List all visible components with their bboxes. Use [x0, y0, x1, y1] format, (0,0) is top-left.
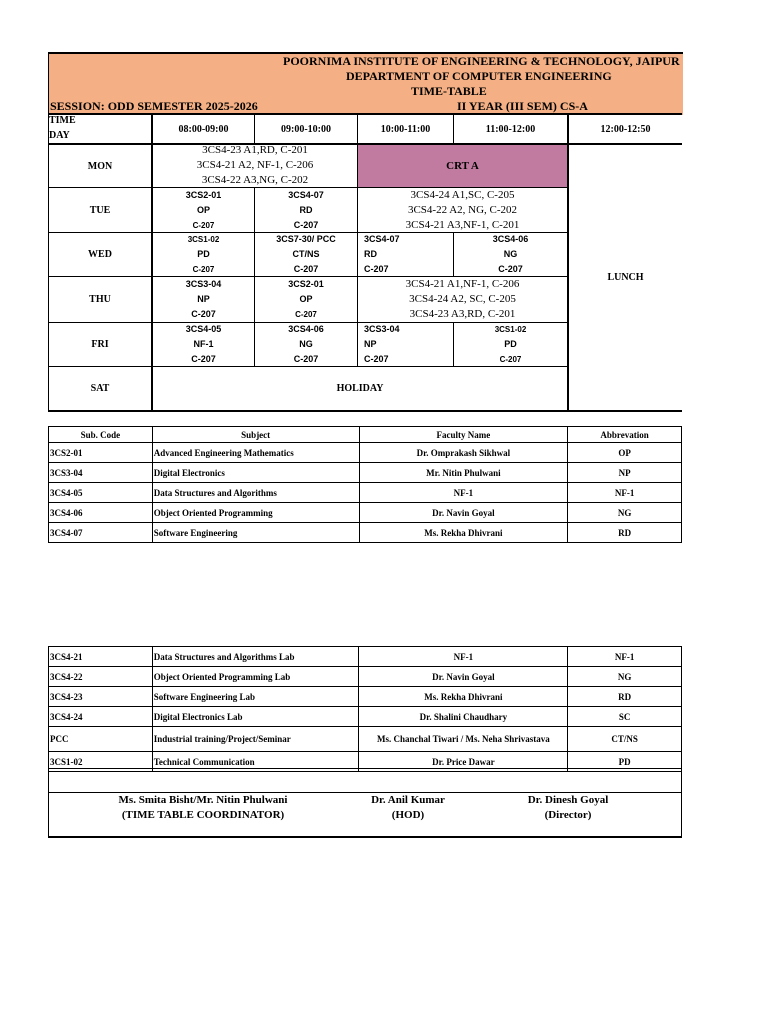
- table-row: [49, 687, 682, 707]
- day-tue: TUE: [89, 204, 111, 216]
- sub-code: 3CS4-23: [49, 687, 153, 707]
- subject-name: Object Oriented Programming: [152, 503, 359, 523]
- faculty-name: Ms. Rekha Dhivrani: [359, 687, 568, 707]
- sub-code: 3CS4-07: [49, 523, 153, 543]
- director-name: Dr. Dinesh Goyal: [527, 794, 609, 806]
- subject-name: Data Structures and Algorithms Lab: [152, 647, 359, 667]
- faculty-name: NF-1: [359, 483, 568, 503]
- sub-code: 3CS3-04: [49, 463, 153, 483]
- director-role: (Director): [544, 809, 592, 821]
- wed-slot-4: 3CS4-06 NG C-207: [492, 234, 529, 274]
- timetable-header: [48, 52, 683, 115]
- abbreviation: RD: [568, 687, 682, 707]
- abbreviation: NF-1: [568, 647, 682, 667]
- abbreviation: NG: [568, 667, 682, 687]
- slot-header: 10:00-11:00: [380, 123, 431, 135]
- table-row: [49, 647, 682, 667]
- column-header: Abbrevation: [568, 427, 682, 443]
- table-row: [49, 667, 682, 687]
- table-row: [49, 503, 682, 523]
- tue-lab-slot: 3CS4-24 A1,SC, C-205 3CS4-22 A2, NG, C-202 3CS4-21 A3,NF-1, C-201: [405, 188, 520, 231]
- subject-name: Object Oriented Programming Lab: [152, 667, 359, 687]
- day-label: DAY: [49, 130, 70, 141]
- tue-slot-1: 3CS2-01 OP C-207: [185, 189, 222, 230]
- slot-header: 08:00-09:00: [178, 123, 229, 135]
- table-row: [49, 483, 682, 503]
- sub-code: 3CS4-21: [49, 647, 153, 667]
- session-label: SESSION: ODD SEMESTER 2025-2026: [50, 99, 258, 113]
- subject-name: Digital Electronics Lab: [152, 707, 359, 727]
- abbreviation: CT/NS: [568, 727, 682, 752]
- subject-name: Advanced Engineering Mathematics: [152, 443, 359, 463]
- subject-name: Data Structures and Algorithms: [152, 483, 359, 503]
- faculty-name: NF-1: [359, 647, 568, 667]
- faculty-name: Ms. Chanchal Tiwari / Ms. Neha Shrivastava: [359, 727, 568, 752]
- thu-slot-1: 3CS3-04 NP C-207: [185, 279, 222, 319]
- abbreviation: PD: [568, 752, 682, 772]
- day-sat: SAT: [90, 383, 110, 394]
- department-name: DEPARTMENT OF COMPUTER ENGINEERING: [346, 69, 612, 83]
- mon-lab-slot: 3CS4-23 A1,RD, C-201 3CS4-21 A2, NF-1, C-206 3CS4-22 A3,NG, C-202: [196, 144, 314, 186]
- day-thu: THU: [89, 294, 111, 305]
- abbreviation: SC: [568, 707, 682, 727]
- signature-block: [48, 768, 682, 838]
- hod-name: Dr. Anil Kumar: [371, 794, 445, 806]
- sub-code: PCC: [49, 727, 153, 752]
- table-row: [49, 727, 682, 752]
- subject-name: Industrial training/Project/Seminar: [152, 727, 359, 752]
- day-fri: FRI: [91, 339, 109, 350]
- column-header: Subject: [152, 427, 359, 443]
- slot-header: 11:00-12:00: [485, 123, 536, 135]
- sub-code: 3CS4-05: [49, 483, 153, 503]
- thu-slot-2: 3CS2-01 OP C-207: [288, 279, 324, 319]
- coordinator-name: Ms. Smita Bisht/Mr. Nitin Phulwani: [118, 794, 288, 806]
- time-label: TIME: [49, 115, 76, 126]
- faculty-name: Dr. Omprakash Sikhwal: [359, 443, 568, 463]
- abbreviation: OP: [568, 443, 682, 463]
- fri-slot-3: 3CS3-04 NP C-207: [364, 324, 400, 364]
- timetable-grid: [48, 113, 682, 412]
- wed-slot-3: 3CS4-07 RD C-207: [364, 234, 400, 274]
- holiday-cell: HOLIDAY: [336, 383, 384, 394]
- column-header: Faculty Name: [359, 427, 568, 443]
- table-row: [49, 443, 682, 463]
- sub-code: 3CS4-06: [49, 503, 153, 523]
- slot-header: 12:00-12:50: [600, 123, 651, 135]
- crt-label: CRT A: [446, 159, 479, 172]
- abbreviation: NG: [568, 503, 682, 523]
- wed-slot-2: 3CS7-30/ PCC CT/NS C-207: [276, 234, 336, 274]
- subject-table-header: [49, 427, 682, 443]
- table-row: [49, 707, 682, 727]
- fri-slot-4: 3CS1-02 PD C-207: [494, 325, 527, 364]
- subject-table: [48, 426, 682, 543]
- hod-role: (HOD): [391, 809, 425, 821]
- wed-slot-1: 3CS1-02 PD C-207: [187, 235, 220, 274]
- abbreviation: NP: [568, 463, 682, 483]
- subject-name: Digital Electronics: [152, 463, 359, 483]
- faculty-name: Dr. Price Dawar: [359, 752, 568, 772]
- sub-code: 3CS4-22: [49, 667, 153, 687]
- slot-header: 09:00-10:00: [281, 123, 331, 135]
- day-mon: MON: [87, 160, 113, 172]
- table-row: [49, 523, 682, 543]
- sub-code: 3CS1-02: [49, 752, 153, 772]
- faculty-name: Dr. Navin Goyal: [359, 503, 568, 523]
- faculty-name: Ms. Rekha Dhivrani: [359, 523, 568, 543]
- institute-name: POORNIMA INSTITUTE OF ENGINEERING & TECHNOLOGY, JAIPUR: [283, 54, 680, 68]
- fri-slot-2: 3CS4-06 NG C-207: [288, 324, 324, 364]
- coordinator-role: (TIME TABLE COORDINATOR): [121, 809, 285, 821]
- abbreviation: RD: [568, 523, 682, 543]
- faculty-name: Dr. Shalini Chaudhary: [359, 707, 568, 727]
- tue-slot-2: 3CS4-07 RD C-207: [288, 189, 324, 230]
- table-row: [49, 463, 682, 483]
- fri-slot-1: 3CS4-05 NF-1 C-207: [185, 324, 222, 364]
- year-section-label: II YEAR (III SEM) CS-A: [457, 99, 588, 113]
- subject-name: Software Engineering Lab: [152, 687, 359, 707]
- lab-table: [48, 646, 682, 772]
- column-header: Sub. Code: [49, 427, 153, 443]
- sub-code: 3CS4-24: [49, 707, 153, 727]
- sub-code: 3CS2-01: [49, 443, 153, 463]
- faculty-name: Mr. Nitin Phulwani: [359, 463, 568, 483]
- faculty-name: Dr. Navin Goyal: [359, 667, 568, 687]
- thu-lab-slot: 3CS4-21 A1,NF-1, C-206 3CS4-24 A2, SC, C-205 3CS4-23 A3,RD, C-201: [405, 278, 520, 320]
- day-wed: WED: [88, 249, 112, 260]
- subject-name: Technical Communication: [152, 752, 359, 772]
- abbreviation: NF-1: [568, 483, 682, 503]
- subject-name: Software Engineering: [152, 523, 359, 543]
- document-title: TIME-TABLE: [411, 84, 487, 98]
- lunch-cell: LUNCH: [607, 272, 644, 283]
